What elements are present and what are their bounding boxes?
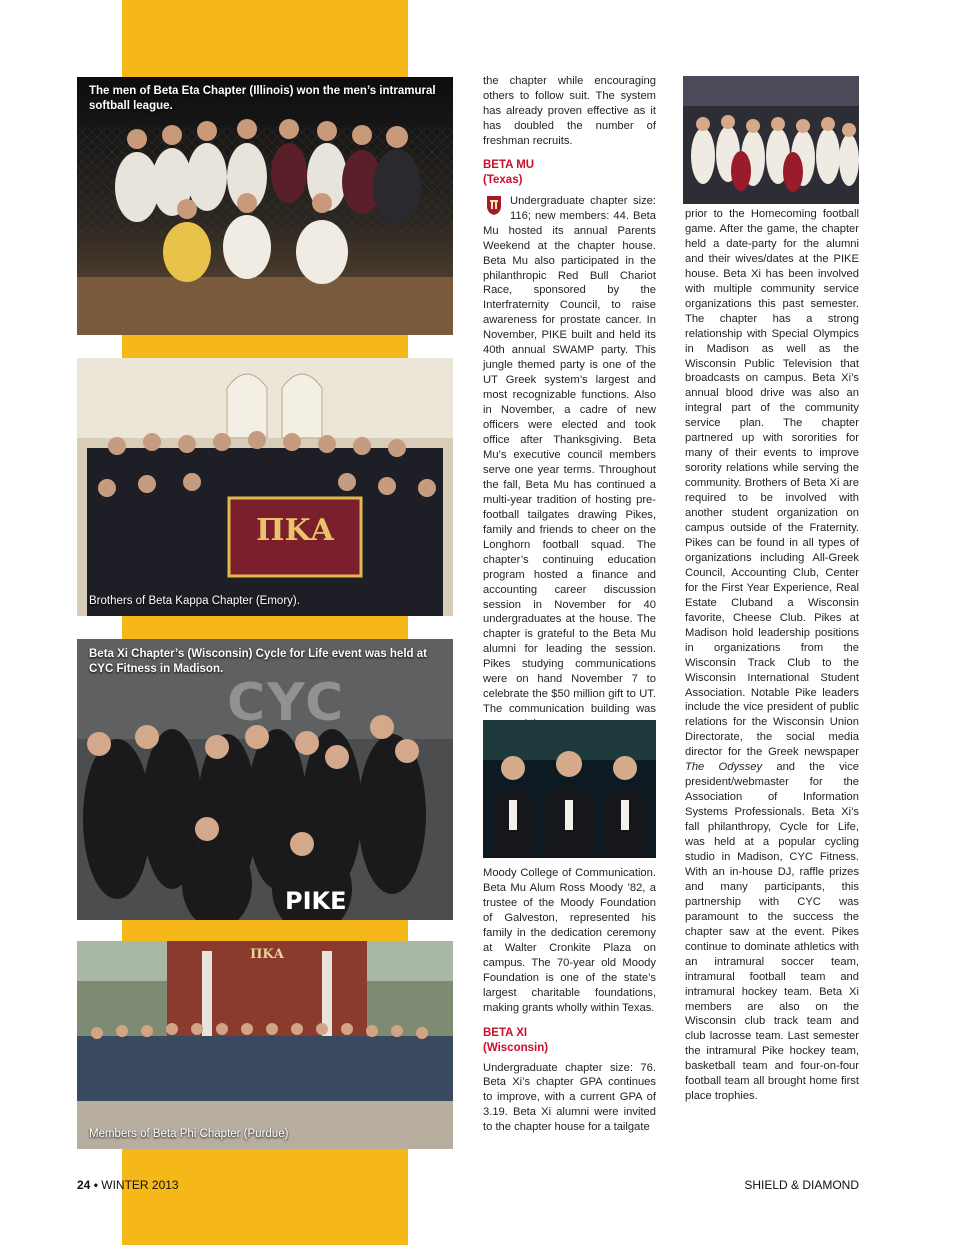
photo-beta-phi: [77, 941, 453, 1149]
beta-xi-paragraph: Undergraduate chapter size: 76. Beta Xi’s chapter GPA continues to improve, with a current GPA of 3.19. Beta Xi alumni were invited to the chapter house for a tailgate: [483, 1061, 656, 1134]
beta-kappa-group-image: [77, 358, 453, 616]
magazine-name: SHIELD & DIAMOND: [744, 1178, 859, 1192]
page-number: 24: [77, 1178, 91, 1192]
beta-mu-heading: BETA MU: [483, 158, 535, 171]
footer-left: [77, 1178, 179, 1192]
cyc-caption: Beta Xi Chapter’s (Wisconsin) Cycle for Life event was held at CYC Fitness in Madison.: [89, 648, 427, 675]
moody-paragraph: Moody College of Communication. Beta Mu Alum Ross Moody ’82, a trustee of the Moody Foundation of Galveston, represented his family in the dedication ceremony at Walter Cronkite Plaza on campus. The 70-year old Moody Foundation is one of the state’s largest charitable foundations, making grants wholly within Texas.: [483, 867, 656, 1014]
pike-shirt-text: PIKE: [285, 887, 347, 915]
softball-team-image: [77, 77, 453, 335]
moody-men-image: [483, 720, 656, 858]
pka-banner-letters: ΠΚΑ: [256, 513, 334, 548]
homecoming-group-image: [683, 76, 859, 204]
crest-icon: [485, 194, 503, 216]
beta-mu-paragraph: [483, 194, 656, 732]
issue-label: WINTER 2013: [101, 1178, 179, 1192]
footer-separator: •: [93, 1178, 98, 1192]
beta-mu-text: Undergraduate chapter size: 116; new members: 44. Beta Mu hosted its annual Parents Weekend at the chapter house. Beta Mu also participated in the philanthropic Red Bull Chariot Race, sponsored by the Interfraternity Council, to raise awareness for prostate cancer. In November, PIKE built and held its 40th annual SWAMP party. This jungle themed party is one of the UT Greek system’s largest and most recognizable functions. Also in November, a cadre of new officers were elected and took office after Thanksgiving. Beta Mu’s executive council members serve one year terms. Throughout the fall, Beta Mu has continued a multi-year tradition of hosting pre-football tailgates drawing Pikes, family and friends to cheer on the Longhorn football squad. The chapter’s continuing education program hosted a finance and accounting career discussion session in November for 40 undergraduates at the house. The chapter is grateful to the Beta Mu alumni for leading the session. Pikes studying communications were on hand November 7 to celebrate the $50 million gift to UT. The communication building was: [483, 194, 656, 716]
photo-beta-xi-cycle: [77, 639, 453, 920]
beta-kappa-caption: Brothers of Beta Kappa Chapter (Emory).: [89, 595, 300, 607]
photo-beta-kappa: [77, 358, 453, 616]
intro-paragraph: the chapter while encouraging others to follow suit. The system has already proven effective as it has doubled the number of freshman recruits.: [483, 75, 656, 147]
beta-xi-text-part2: and the vice president/webmaster for the Association of Information Systems Professionals. Beta Xi’s fall philanthropy, Cycle for Life, was held at a popular cycling studio in Madison, CYC Fitness. With an in-house DJ, raffle prizes and many participants, this partnership with CYC was paramount to the success the chapter saw at the event. Pikes continue to dominate athletics with an intramural soccer team, intramural football team and intramural hockey team. Beta Xi members are also on the Wisconsin club track team and club lacrosse team. Last semester the intramural Pike hockey team, basketball team and four-on-four football team all brought home first place trophies.: [685, 761, 859, 1103]
column-middle: [483, 74, 656, 732]
photo-beta-eta-softball: [77, 77, 453, 335]
softball-caption: The men of Beta Eta Chapter (Illinois) won the men’s intramural softball league.: [89, 85, 436, 112]
beta-phi-caption: Members of Beta Phi Chapter (Purdue): [89, 1128, 289, 1140]
beta-xi-continued-paragraph: [685, 207, 859, 1104]
beta-mu-subheading: (Texas): [483, 173, 523, 186]
cyc-sign-text: CYC: [227, 673, 346, 733]
beta-phi-group-image: [77, 941, 453, 1149]
photo-beta-xi-homecoming: [683, 76, 859, 204]
house-letters: ΠΚΑ: [250, 947, 284, 962]
beta-xi-heading: BETA XI: [483, 1026, 528, 1039]
column-right: [685, 207, 859, 1104]
beta-xi-subheading: (Wisconsin): [483, 1041, 549, 1054]
beta-xi-text-part1: prior to the Homecoming football game. After the game, the chapter held a date-party for the alumni and their wives/dates at the PIKE house. Beta Xi has been involved with multiple community service organizations this past semester. The chapter has a strong relationship with Special Olympics in Madison as well as the Wisconsin Public Television that broadcasts on campus. Beta Xi’s annual blood drive was also an integral part of the community service plan. The chapter partnered up with sororities for many of their events to improve sorority relations while serving the community. Brothers of Beta Xi are required to be involved with another student organization on campus outside of the Fraternity. Pikes can be found in all types of organizations including All-Greek Council, Accounting Club, Center for the First Year Experience, Real Estate Cluband a Wisconsin favorite, Cheese Club. Pikes at Madison hold leadership positions in organizations from the Wisconsin Track Club to the Wisconsin International Student Association. Notable Pike leaders include the vice president of public relations for the Wisconsin Union Directorate, the social media director for the Greek newspaper: [685, 208, 859, 759]
column-middle-lower: [483, 866, 656, 1135]
photo-moody-dedication: [483, 720, 656, 858]
odyssey-title: The Odyssey: [685, 761, 763, 774]
